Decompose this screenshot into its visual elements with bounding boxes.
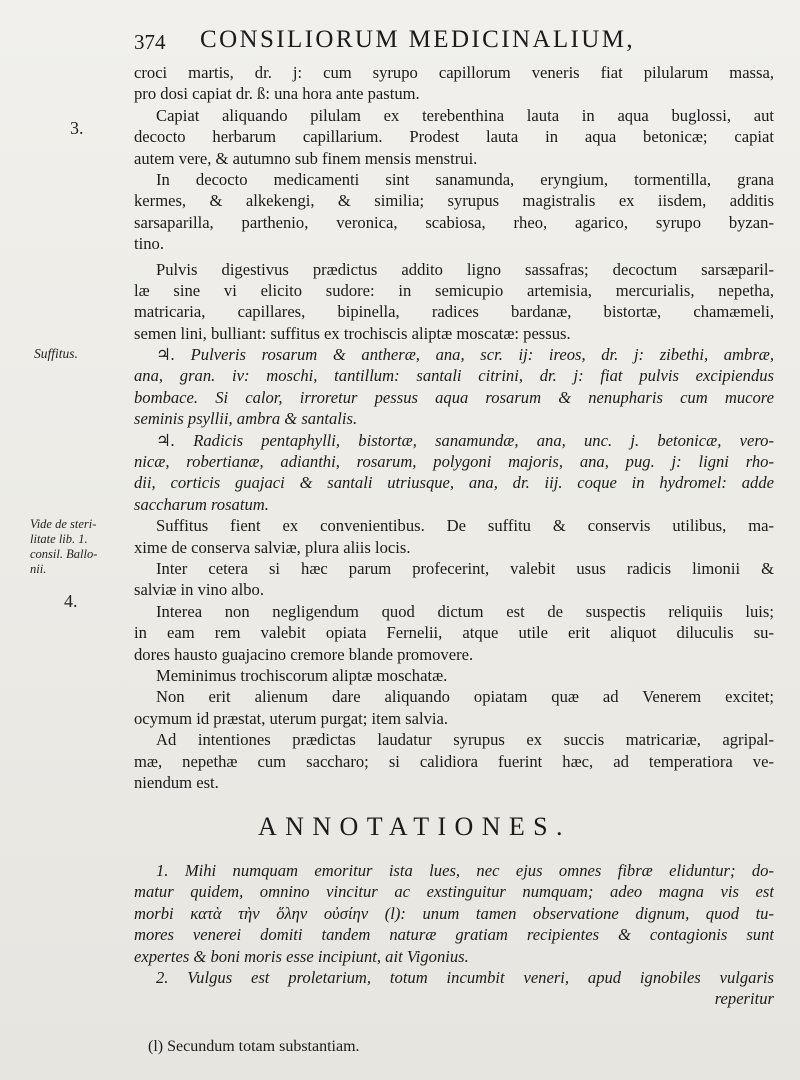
running-title: CONSILIORUM MEDICINALIUM, [200, 26, 635, 53]
text-line: ocymum id præstat, uterum purgat; item salvia. [134, 708, 449, 728]
text-line: Meminimus trochiscorum aliptæ moschatæ. [156, 665, 448, 685]
margin-note-line: nii. [30, 562, 47, 576]
recipe-line: ♃. Radicis pentaphylli, bistortæ, sanamundæ, ana, unc. j. betonicæ, vero- [156, 430, 774, 450]
text-line: decocto herbarum capillarium. Prodest lauta in aqua betonicæ; capiat [134, 127, 774, 147]
text-line: kermes, & alkekengi, & similia; syrupus magistralis ex iisdem, additis [134, 191, 774, 211]
text-line: sarsaparilla, parthenio, veronica, scabiosa, rheo, agarico, syrupo byzan- [134, 212, 774, 232]
annotations [134, 860, 774, 1010]
text-line: mæ, nepethæ cum saccharo; si calidiora fuerint hæc, ad temperatiora ve- [134, 751, 774, 771]
margin-note-vide [30, 517, 97, 577]
annotation-line: 1. Mihi numquam emoritur ista lues, nec ejus omnes fibræ eliduntur; do- [156, 861, 774, 880]
text-line: Capiat aliquando pilulam ex terebenthina lauta in aqua buglossi, aut [156, 105, 774, 125]
text-line: Suffitus fient ex convenientibus. De suffitu & conservis utilibus, ma- [156, 516, 774, 536]
text-line: Pulvis digestivus prædictus addito ligno sassafras; decoctum sarsæparil- [156, 259, 774, 279]
text-line: Interea non negligendum quod dictum est de suspectis reliquiis luis; [156, 601, 774, 621]
text-line: matricaria, capillares, bipinella, radices bardanæ, bistortæ, chamæmeli, [134, 302, 774, 322]
page-number: 374 [134, 30, 166, 54]
recipe-line: nicæ, robertianæ, adianthi, rosarum, polygoni majoris, ana, pug. j: ligni rho- [134, 452, 774, 472]
text-line: dores hausto guajacino cremore blande promovere. [134, 644, 474, 664]
margin-note-suffitus: Suffitus. [34, 346, 78, 361]
text-line: autem vere, & autumno sub finem mensis menstrui. [134, 148, 478, 168]
text-line: in eam rem valebit opiata Fernelii, atque utile erit aliquot diluculis su- [134, 623, 774, 643]
margin-number-3: 3. [70, 118, 84, 138]
text-line: Non erit alienum dare aliquando opiatam quæ ad Venerem excitet; [156, 687, 774, 707]
text-line: semen lini, bulliant: suffitus ex trochiscis aliptæ moscatæ: pessus. [134, 323, 571, 343]
text-line: tino. [134, 234, 164, 254]
body-text [134, 62, 774, 793]
section-heading: ANNOTATIONES. [258, 812, 571, 841]
margin-note-line: litate lib. 1. [30, 532, 88, 546]
annotation-line: mores venerei domiti tandem naturæ gratiam recipientes & contagionis sunt [134, 925, 774, 945]
recipe-line: seminis psyllii, ambra & santalis. [134, 409, 358, 429]
margin-number-4: 4. [64, 591, 78, 611]
annotation-line: reperitur [714, 989, 774, 1009]
text-line: In decocto medicamenti sint sanamunda, eryngium, tormentilla, grana [156, 169, 774, 189]
recipe-line: dii, corticis guajaci & santali utriusque, ana, dr. iij. coque in hydromel: adde [134, 473, 774, 493]
annotation-line: 2. Vulgus est proletarium, totum incumbit veneri, apud ignobiles vulgaris [156, 967, 774, 987]
margin-note-line: Vide de steri- [30, 517, 97, 531]
text-line: pro dosi capiat dr. ß: una hora ante pastum. [134, 84, 420, 104]
recipe-line: saccharum rosatum. [134, 494, 269, 514]
recipe-line: bombace. Si calor, irroretur pessus aqua rosarum & nenupharis cum mucore [134, 387, 774, 407]
text-line: læ sine vi elicito sudore: in semicupio artemisia, mercurialis, nepetha, [134, 280, 774, 300]
text-line: xime de conserva salviæ, plura aliis locis. [134, 537, 411, 557]
annotation-line: expertes & boni moris esse incipiunt, ait Vigonius. [134, 946, 469, 966]
annotation-line: matur quidem, omnino vincitur ac exstinguitur numquam; adeo magna vis est [134, 882, 774, 902]
text-line: croci martis, dr. j: cum syrupo capillorum veneris fiat pilularum massa, [134, 63, 774, 82]
text-line: salviæ in vino albo. [134, 580, 264, 600]
text-line: Ad intentiones prædictas laudatur syrupus ex succis matricariæ, agripal- [156, 730, 774, 750]
running-header [134, 26, 774, 60]
recipe-line: ana, gran. iv: moschi, tantillum: santali citrini, dr. j: fiat pulvis excipiendus [134, 366, 774, 386]
annotation-line: morbi κατὰ τὴν ὅλην οὐσίην (l): unum tamen observatione dignum, quod tu- [134, 903, 774, 923]
footnote: (l) Secundum totam substantiam. [148, 1038, 360, 1055]
text-line: niendum est. [134, 772, 219, 792]
margin-note-line: consil. Ballo- [30, 547, 98, 561]
recipe-line: ♃. Pulveris rosarum & antheræ, ana, scr. ij: ireos, dr. j: zibethi, ambræ, [156, 345, 774, 365]
text-line: Inter cetera si hæc parum profecerint, valebit usus radicis limonii & [156, 558, 774, 578]
